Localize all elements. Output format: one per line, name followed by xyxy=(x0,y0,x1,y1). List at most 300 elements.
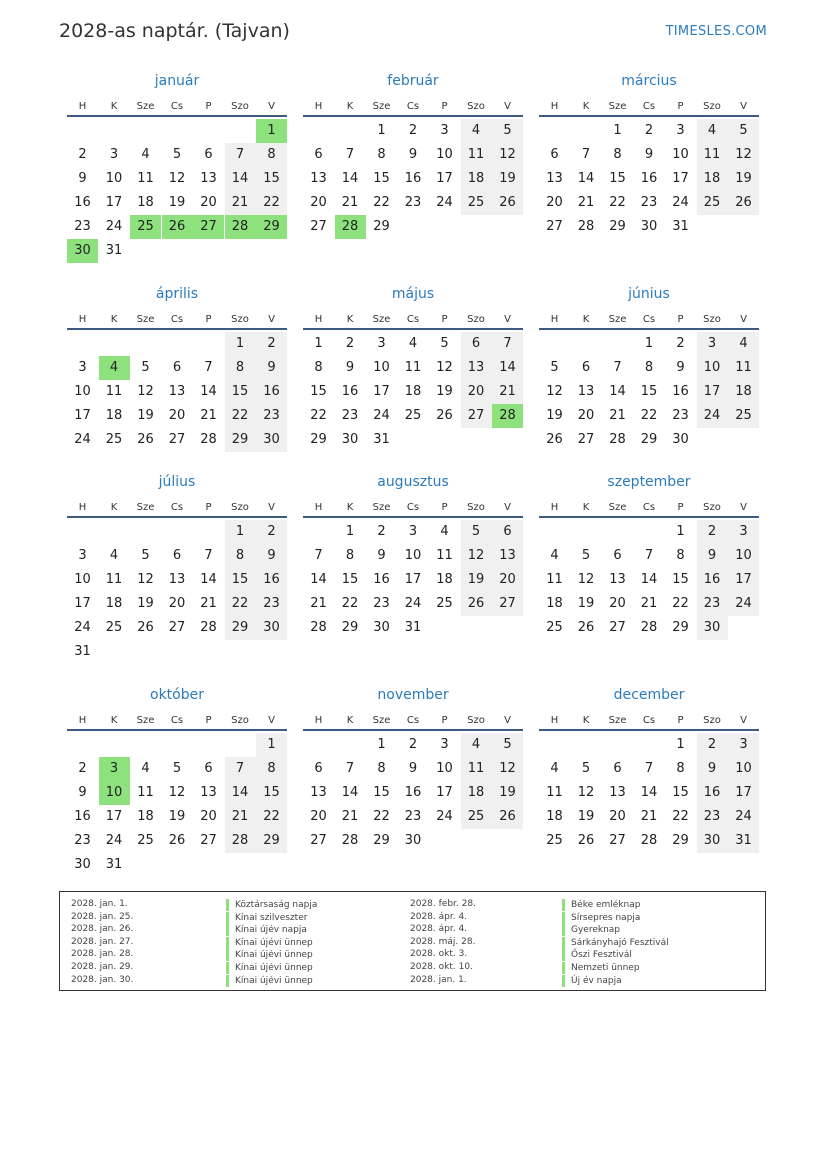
day-cell[interactable]: 8 xyxy=(225,356,256,380)
day-cell[interactable]: 18 xyxy=(461,167,492,191)
day-cell[interactable]: 2 xyxy=(256,332,287,356)
day-cell[interactable]: 8 xyxy=(225,544,256,568)
day-cell[interactable]: 17 xyxy=(436,171,453,186)
day-cell[interactable]: 20 xyxy=(609,596,626,611)
day-cell[interactable]: 22 xyxy=(310,408,327,423)
day-cell[interactable]: 26 xyxy=(492,191,523,215)
day-cell[interactable]: 29 xyxy=(609,219,626,234)
day-cell[interactable]: 3 xyxy=(408,524,418,539)
day-cell[interactable]: 18 xyxy=(404,384,422,399)
day-cell[interactable]: 7 xyxy=(204,360,213,375)
day-cell[interactable]: 10 xyxy=(697,356,728,380)
day-cell[interactable]: 21 xyxy=(225,191,256,215)
day-cell[interactable]: 29 xyxy=(256,215,287,239)
day-cell[interactable]: 17 xyxy=(436,785,453,800)
day-cell[interactable]: 17 xyxy=(728,781,759,805)
day-cell[interactable]: 29 xyxy=(256,829,287,853)
day-cell[interactable]: 26 xyxy=(728,191,759,215)
day-cell[interactable]: 16 xyxy=(256,380,287,404)
day-cell[interactable]: 4 xyxy=(141,761,150,776)
day-cell[interactable]: 2 xyxy=(78,761,87,776)
day-cell[interactable]: 6 xyxy=(613,761,622,776)
day-cell[interactable]: 4 xyxy=(728,332,759,356)
day-cell[interactable]: 9 xyxy=(697,757,728,781)
day-cell[interactable]: 7 xyxy=(613,360,622,375)
day-cell[interactable]: 19 xyxy=(577,596,595,611)
day-cell[interactable]: 17 xyxy=(105,195,123,210)
day-cell[interactable]: 14 xyxy=(200,384,217,399)
day-cell[interactable]: 7 xyxy=(345,761,355,776)
day-cell[interactable]: 1 xyxy=(345,524,355,539)
day-cell[interactable]: 7 xyxy=(644,761,654,776)
day-cell[interactable]: 18 xyxy=(105,596,123,611)
day-cell[interactable]: 5 xyxy=(492,733,523,757)
day-cell[interactable]: 13 xyxy=(168,384,186,399)
day-cell[interactable]: 4 xyxy=(141,147,150,162)
day-cell[interactable]: 21 xyxy=(341,195,359,210)
day-cell[interactable]: 11 xyxy=(137,171,154,186)
day-cell[interactable]: 26 xyxy=(137,432,154,447)
day-cell[interactable]: 10 xyxy=(99,781,130,805)
day-cell[interactable]: 23 xyxy=(256,404,287,428)
day-cell[interactable]: 3 xyxy=(109,147,119,162)
day-cell[interactable]: 6 xyxy=(461,332,492,356)
day-cell[interactable]: 31 xyxy=(404,620,422,635)
day-cell[interactable]: 7 xyxy=(492,332,523,356)
day-cell[interactable]: 9 xyxy=(78,171,87,186)
day-cell[interactable]: 8 xyxy=(377,761,386,776)
day-cell[interactable]: 12 xyxy=(546,384,563,399)
day-cell[interactable]: 22 xyxy=(225,404,256,428)
day-cell[interactable]: 12 xyxy=(492,757,523,781)
day-cell[interactable]: 4 xyxy=(408,336,418,351)
day-cell[interactable]: 1 xyxy=(256,119,287,143)
day-cell[interactable]: 9 xyxy=(644,147,654,162)
day-cell[interactable]: 9 xyxy=(697,544,728,568)
day-cell[interactable]: 30 xyxy=(404,833,422,848)
day-cell[interactable]: 21 xyxy=(640,809,658,824)
day-cell[interactable]: 4 xyxy=(99,356,130,380)
day-cell[interactable]: 2 xyxy=(697,733,728,757)
day-cell[interactable]: 24 xyxy=(728,592,759,616)
day-cell[interactable]: 18 xyxy=(461,781,492,805)
day-cell[interactable]: 19 xyxy=(168,195,186,210)
day-cell[interactable]: 15 xyxy=(256,167,287,191)
day-cell[interactable]: 30 xyxy=(373,620,390,635)
day-cell[interactable]: 5 xyxy=(172,761,182,776)
day-cell[interactable]: 6 xyxy=(581,360,591,375)
day-cell[interactable]: 31 xyxy=(672,219,689,234)
day-cell[interactable]: 7 xyxy=(644,548,654,563)
day-cell[interactable]: 6 xyxy=(314,147,323,162)
day-cell[interactable]: 8 xyxy=(377,147,386,162)
day-cell[interactable]: 13 xyxy=(168,572,186,587)
day-cell[interactable]: 27 xyxy=(200,833,217,848)
day-cell[interactable]: 29 xyxy=(373,219,390,234)
day-cell[interactable]: 26 xyxy=(546,432,563,447)
day-cell[interactable]: 23 xyxy=(373,596,390,611)
day-cell[interactable]: 17 xyxy=(74,408,91,423)
day-cell[interactable]: 9 xyxy=(256,356,287,380)
day-cell[interactable]: 28 xyxy=(225,829,256,853)
day-cell[interactable]: 29 xyxy=(672,620,689,635)
day-cell[interactable]: 2 xyxy=(408,123,418,138)
day-cell[interactable]: 18 xyxy=(546,809,563,824)
day-cell[interactable]: 18 xyxy=(436,572,453,587)
day-cell[interactable]: 22 xyxy=(672,596,689,611)
day-cell[interactable]: 15 xyxy=(640,384,658,399)
day-cell[interactable]: 11 xyxy=(105,384,123,399)
day-cell[interactable]: 8 xyxy=(345,548,355,563)
day-cell[interactable]: 3 xyxy=(728,733,759,757)
day-cell[interactable]: 10 xyxy=(728,757,759,781)
day-cell[interactable]: 15 xyxy=(256,781,287,805)
day-cell[interactable]: 11 xyxy=(728,356,759,380)
day-cell[interactable]: 30 xyxy=(256,428,287,452)
day-cell[interactable]: 1 xyxy=(225,520,256,544)
day-cell[interactable]: 15 xyxy=(310,384,327,399)
day-cell[interactable]: 25 xyxy=(137,833,154,848)
day-cell[interactable]: 25 xyxy=(728,404,759,428)
day-cell[interactable]: 15 xyxy=(225,568,256,592)
day-cell[interactable]: 1 xyxy=(676,524,685,539)
day-cell[interactable]: 28 xyxy=(577,219,595,234)
day-cell[interactable]: 12 xyxy=(168,785,186,800)
day-cell[interactable]: 14 xyxy=(492,356,523,380)
day-cell[interactable]: 23 xyxy=(404,195,422,210)
day-cell[interactable]: 20 xyxy=(200,195,217,210)
day-cell[interactable]: 31 xyxy=(105,857,123,872)
day-cell[interactable]: 6 xyxy=(492,520,523,544)
day-cell[interactable]: 3 xyxy=(728,520,759,544)
day-cell[interactable]: 8 xyxy=(256,143,287,167)
day-cell[interactable]: 12 xyxy=(577,572,595,587)
day-cell[interactable]: 27 xyxy=(577,432,595,447)
day-cell[interactable]: 22 xyxy=(609,195,626,210)
day-cell[interactable]: 19 xyxy=(492,167,523,191)
day-cell[interactable]: 10 xyxy=(74,572,91,587)
day-cell[interactable]: 5 xyxy=(141,548,150,563)
day-cell[interactable]: 2 xyxy=(345,336,355,351)
day-cell[interactable]: 9 xyxy=(676,360,685,375)
day-cell[interactable]: 2 xyxy=(697,520,728,544)
day-cell[interactable]: 30 xyxy=(256,616,287,640)
day-cell[interactable]: 5 xyxy=(440,336,449,351)
day-cell[interactable]: 19 xyxy=(168,809,186,824)
day-cell[interactable]: 6 xyxy=(613,548,622,563)
day-cell[interactable]: 3 xyxy=(377,336,386,351)
day-cell[interactable]: 23 xyxy=(74,219,91,234)
day-cell[interactable]: 19 xyxy=(546,408,563,423)
day-cell[interactable]: 15 xyxy=(672,572,689,587)
day-cell[interactable]: 27 xyxy=(609,833,626,848)
day-cell[interactable]: 29 xyxy=(640,432,658,447)
day-cell[interactable]: 8 xyxy=(644,360,654,375)
day-cell[interactable]: 3 xyxy=(697,332,728,356)
day-cell[interactable]: 30 xyxy=(697,829,728,853)
day-cell[interactable]: 5 xyxy=(172,147,182,162)
day-cell[interactable]: 21 xyxy=(640,596,658,611)
day-cell[interactable]: 5 xyxy=(461,520,492,544)
day-cell[interactable]: 12 xyxy=(492,143,523,167)
day-cell[interactable]: 27 xyxy=(168,432,186,447)
day-cell[interactable]: 19 xyxy=(577,809,595,824)
day-cell[interactable]: 15 xyxy=(225,380,256,404)
day-cell[interactable]: 18 xyxy=(105,408,123,423)
day-cell[interactable]: 19 xyxy=(137,408,154,423)
day-cell[interactable]: 30 xyxy=(67,239,98,263)
day-cell[interactable]: 20 xyxy=(200,809,217,824)
day-cell[interactable]: 29 xyxy=(672,833,689,848)
day-cell[interactable]: 1 xyxy=(377,737,386,752)
day-cell[interactable]: 2 xyxy=(78,147,87,162)
day-cell[interactable]: 23 xyxy=(341,408,359,423)
day-cell[interactable]: 17 xyxy=(672,171,689,186)
day-cell[interactable]: 21 xyxy=(609,408,626,423)
day-cell[interactable]: 12 xyxy=(436,360,453,375)
day-cell[interactable]: 28 xyxy=(200,432,217,447)
day-cell[interactable]: 25 xyxy=(130,215,161,239)
day-cell[interactable]: 1 xyxy=(256,733,287,757)
day-cell[interactable]: 13 xyxy=(492,544,523,568)
day-cell[interactable]: 31 xyxy=(373,432,390,447)
day-cell[interactable]: 2 xyxy=(644,123,654,138)
day-cell[interactable]: 25 xyxy=(105,432,123,447)
day-cell[interactable]: 3 xyxy=(99,757,130,781)
day-cell[interactable]: 5 xyxy=(581,548,591,563)
day-cell[interactable]: 16 xyxy=(373,572,390,587)
day-cell[interactable]: 31 xyxy=(105,243,123,258)
day-cell[interactable]: 17 xyxy=(74,596,91,611)
day-cell[interactable]: 13 xyxy=(200,785,217,800)
day-cell[interactable]: 18 xyxy=(137,809,154,824)
day-cell[interactable]: 8 xyxy=(676,548,685,563)
day-cell[interactable]: 20 xyxy=(609,809,626,824)
day-cell[interactable]: 10 xyxy=(404,548,422,563)
day-cell[interactable]: 23 xyxy=(672,408,689,423)
day-cell[interactable]: 18 xyxy=(697,167,728,191)
day-cell[interactable]: 14 xyxy=(341,785,359,800)
day-cell[interactable]: 12 xyxy=(577,785,595,800)
day-cell[interactable]: 16 xyxy=(404,785,422,800)
day-cell[interactable]: 26 xyxy=(162,215,193,239)
day-cell[interactable]: 25 xyxy=(105,620,123,635)
day-cell[interactable]: 30 xyxy=(672,432,689,447)
day-cell[interactable]: 23 xyxy=(697,592,728,616)
day-cell[interactable]: 28 xyxy=(200,620,217,635)
day-cell[interactable]: 22 xyxy=(640,408,658,423)
day-cell[interactable]: 29 xyxy=(225,428,256,452)
day-cell[interactable]: 14 xyxy=(341,171,359,186)
day-cell[interactable]: 17 xyxy=(728,568,759,592)
day-cell[interactable]: 3 xyxy=(440,123,449,138)
day-cell[interactable]: 21 xyxy=(577,195,595,210)
day-cell[interactable]: 28 xyxy=(310,620,327,635)
day-cell[interactable]: 13 xyxy=(609,785,626,800)
day-cell[interactable]: 10 xyxy=(436,147,453,162)
day-cell[interactable]: 19 xyxy=(728,167,759,191)
day-cell[interactable]: 7 xyxy=(225,757,256,781)
day-cell[interactable]: 23 xyxy=(404,809,422,824)
day-cell[interactable]: 12 xyxy=(728,143,759,167)
day-cell[interactable]: 4 xyxy=(461,733,492,757)
day-cell[interactable]: 15 xyxy=(672,785,689,800)
day-cell[interactable]: 2 xyxy=(408,737,418,752)
day-cell[interactable]: 24 xyxy=(436,195,453,210)
day-cell[interactable]: 20 xyxy=(492,568,523,592)
day-cell[interactable]: 20 xyxy=(546,195,563,210)
day-cell[interactable]: 9 xyxy=(78,785,87,800)
day-cell[interactable]: 27 xyxy=(310,833,327,848)
day-cell[interactable]: 4 xyxy=(109,548,119,563)
day-cell[interactable]: 4 xyxy=(697,119,728,143)
day-cell[interactable]: 21 xyxy=(341,809,359,824)
day-cell[interactable]: 11 xyxy=(461,757,492,781)
day-cell[interactable]: 11 xyxy=(546,572,563,587)
day-cell[interactable]: 1 xyxy=(377,123,386,138)
day-cell[interactable]: 24 xyxy=(373,408,390,423)
day-cell[interactable]: 22 xyxy=(672,809,689,824)
day-cell[interactable]: 16 xyxy=(74,195,91,210)
day-cell[interactable]: 20 xyxy=(310,809,327,824)
day-cell[interactable]: 16 xyxy=(341,384,359,399)
day-cell[interactable]: 13 xyxy=(609,572,626,587)
day-cell[interactable]: 5 xyxy=(728,119,759,143)
day-cell[interactable]: 11 xyxy=(404,360,422,375)
day-cell[interactable]: 16 xyxy=(697,568,728,592)
day-cell[interactable]: 11 xyxy=(436,548,453,563)
day-cell[interactable]: 1 xyxy=(225,332,256,356)
day-cell[interactable]: 22 xyxy=(373,809,390,824)
day-cell[interactable]: 13 xyxy=(310,785,327,800)
day-cell[interactable]: 21 xyxy=(310,596,327,611)
day-cell[interactable]: 26 xyxy=(461,592,492,616)
day-cell[interactable]: 28 xyxy=(225,215,256,239)
day-cell[interactable]: 14 xyxy=(577,171,595,186)
day-cell[interactable]: 1 xyxy=(613,123,622,138)
day-cell[interactable]: 28 xyxy=(341,833,359,848)
day-cell[interactable]: 21 xyxy=(492,380,523,404)
brand-link[interactable]: TIMESLES.COM xyxy=(665,24,767,39)
day-cell[interactable]: 31 xyxy=(728,829,759,853)
day-cell[interactable]: 13 xyxy=(461,356,492,380)
day-cell[interactable]: 16 xyxy=(640,171,658,186)
day-cell[interactable]: 25 xyxy=(461,191,492,215)
day-cell[interactable]: 10 xyxy=(373,360,390,375)
day-cell[interactable]: 1 xyxy=(676,737,685,752)
day-cell[interactable]: 8 xyxy=(613,147,622,162)
day-cell[interactable]: 18 xyxy=(137,195,154,210)
day-cell[interactable]: 11 xyxy=(461,143,492,167)
day-cell[interactable]: 7 xyxy=(314,548,323,563)
day-cell[interactable]: 20 xyxy=(461,380,492,404)
day-cell[interactable]: 12 xyxy=(137,572,154,587)
day-cell[interactable]: 5 xyxy=(581,761,591,776)
day-cell[interactable]: 24 xyxy=(672,195,689,210)
day-cell[interactable]: 19 xyxy=(492,781,523,805)
day-cell[interactable]: 19 xyxy=(436,384,453,399)
day-cell[interactable]: 24 xyxy=(105,833,123,848)
day-cell[interactable]: 2 xyxy=(256,520,287,544)
day-cell[interactable]: 13 xyxy=(577,384,595,399)
day-cell[interactable]: 5 xyxy=(141,360,150,375)
day-cell[interactable]: 5 xyxy=(492,119,523,143)
day-cell[interactable]: 27 xyxy=(609,620,626,635)
day-cell[interactable]: 11 xyxy=(105,572,123,587)
day-cell[interactable]: 9 xyxy=(408,147,418,162)
day-cell[interactable]: 16 xyxy=(672,384,689,399)
day-cell[interactable]: 4 xyxy=(461,119,492,143)
day-cell[interactable]: 15 xyxy=(341,572,359,587)
day-cell[interactable]: 26 xyxy=(492,805,523,829)
day-cell[interactable]: 26 xyxy=(168,833,186,848)
day-cell[interactable]: 25 xyxy=(546,620,563,635)
day-cell[interactable]: 14 xyxy=(200,572,217,587)
day-cell[interactable]: 30 xyxy=(697,616,728,640)
day-cell[interactable]: 27 xyxy=(193,215,224,239)
day-cell[interactable]: 24 xyxy=(74,432,91,447)
day-cell[interactable]: 17 xyxy=(105,809,123,824)
day-cell[interactable]: 8 xyxy=(256,757,287,781)
day-cell[interactable]: 23 xyxy=(697,805,728,829)
day-cell[interactable]: 10 xyxy=(436,761,453,776)
day-cell[interactable]: 23 xyxy=(640,195,658,210)
day-cell[interactable]: 24 xyxy=(74,620,91,635)
day-cell[interactable]: 6 xyxy=(172,548,182,563)
day-cell[interactable]: 27 xyxy=(461,404,492,428)
day-cell[interactable]: 16 xyxy=(256,568,287,592)
day-cell[interactable]: 14 xyxy=(640,785,658,800)
day-cell[interactable]: 14 xyxy=(609,384,626,399)
day-cell[interactable]: 15 xyxy=(373,785,390,800)
day-cell[interactable]: 16 xyxy=(74,809,91,824)
day-cell[interactable]: 10 xyxy=(74,384,91,399)
day-cell[interactable]: 24 xyxy=(728,805,759,829)
day-cell[interactable]: 3 xyxy=(440,737,449,752)
day-cell[interactable]: 9 xyxy=(408,761,418,776)
day-cell[interactable]: 8 xyxy=(314,360,323,375)
day-cell[interactable]: 11 xyxy=(137,785,154,800)
day-cell[interactable]: 14 xyxy=(225,167,256,191)
day-cell[interactable]: 4 xyxy=(550,761,559,776)
day-cell[interactable]: 16 xyxy=(404,171,422,186)
day-cell[interactable]: 7 xyxy=(345,147,355,162)
day-cell[interactable]: 25 xyxy=(546,833,563,848)
day-cell[interactable]: 21 xyxy=(225,805,256,829)
day-cell[interactable]: 31 xyxy=(74,644,91,659)
day-cell[interactable]: 22 xyxy=(341,596,359,611)
day-cell[interactable]: 10 xyxy=(672,147,689,162)
day-cell[interactable]: 9 xyxy=(256,544,287,568)
day-cell[interactable]: 24 xyxy=(105,219,123,234)
day-cell[interactable]: 28 xyxy=(609,432,626,447)
day-cell[interactable]: 23 xyxy=(256,592,287,616)
day-cell[interactable]: 3 xyxy=(78,548,87,563)
day-cell[interactable]: 7 xyxy=(204,548,213,563)
day-cell[interactable]: 27 xyxy=(492,592,523,616)
day-cell[interactable]: 6 xyxy=(204,761,213,776)
day-cell[interactable]: 29 xyxy=(310,432,327,447)
day-cell[interactable]: 24 xyxy=(697,404,728,428)
day-cell[interactable]: 6 xyxy=(172,360,182,375)
day-cell[interactable]: 6 xyxy=(204,147,213,162)
day-cell[interactable]: 2 xyxy=(676,336,685,351)
day-cell[interactable]: 8 xyxy=(676,761,685,776)
day-cell[interactable]: 1 xyxy=(644,336,654,351)
day-cell[interactable]: 12 xyxy=(168,171,186,186)
day-cell[interactable]: 28 xyxy=(640,620,658,635)
day-cell[interactable]: 25 xyxy=(436,596,453,611)
